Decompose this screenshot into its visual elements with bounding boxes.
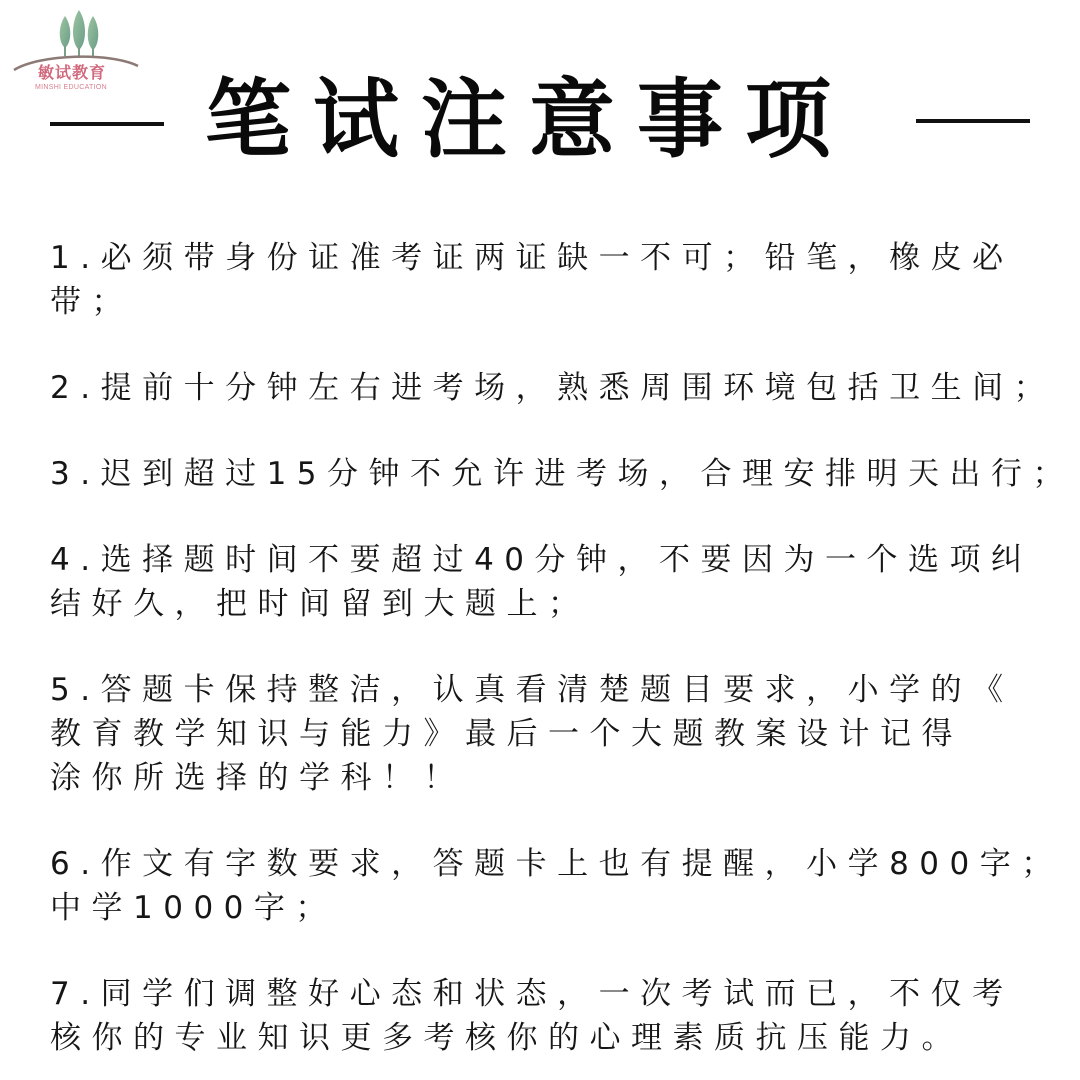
- right-dash-decoration: [916, 119, 1030, 123]
- page-title: 笔试注意事项: [205, 69, 853, 170]
- notice-item-7: [50, 972, 1050, 1060]
- left-dash-decoration: [50, 122, 164, 126]
- notice-item-2: [50, 366, 1056, 410]
- notice-line: 3.迟到超过15分钟不允许进考场，合理安排明天出行；: [50, 456, 1075, 492]
- notice-line: 涂你所选择的学科！！: [50, 760, 465, 796]
- notice-item-5: [50, 668, 1050, 800]
- notice-line: 核你的专业知识更多考核你的心理素质抗压能力。: [50, 1020, 963, 1056]
- notice-list: [50, 236, 1075, 1060]
- notice-item-4: [50, 538, 1050, 626]
- logo-chinese-name: 敏试教育: [38, 63, 107, 82]
- notice-line: 结好久，把时间留到大题上；: [50, 586, 590, 622]
- notice-line: 中学1000字；: [50, 890, 337, 926]
- notice-line: 7.同学们调整好心态和状态，一次考试而已，不仅考: [50, 976, 1014, 1012]
- notice-line: 带；: [50, 284, 133, 320]
- title-row: [0, 63, 1080, 176]
- notice-line: 6.作文有字数要求，答题卡上也有提醒，小学800字；: [50, 846, 1063, 882]
- notice-item-1: [50, 236, 1050, 324]
- notice-line: 2.提前十分钟左右进考场，熟悉周围环境包括卫生间；: [50, 370, 1056, 406]
- logo-english-name: MINSHI EDUCATION: [35, 84, 107, 91]
- notice-line: 教育教学知识与能力》最后一个大题教案设计记得: [50, 716, 963, 752]
- notice-line: 1.必须带身份证准考证两证缺一不可；铅笔，橡皮必: [50, 240, 1014, 276]
- notice-item-3: [50, 452, 1075, 496]
- notice-item-6: [50, 842, 1063, 930]
- notice-line: 4.选择题时间不要超过40分钟，不要因为一个选项纠: [50, 542, 1033, 578]
- notice-line: 5.答题卡保持整洁，认真看清楚题目要求，小学的《: [50, 672, 1014, 708]
